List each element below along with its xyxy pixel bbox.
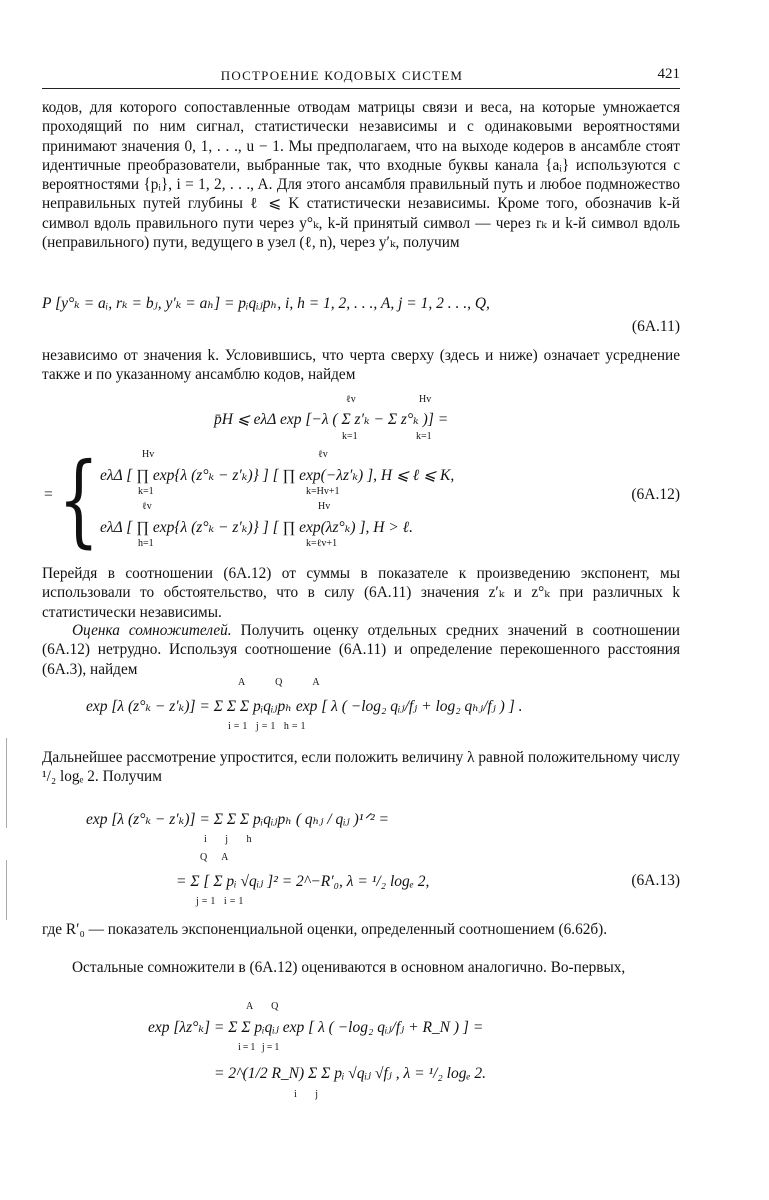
eq-est-sum-lower: i=1 j=1 h=1 — [228, 721, 309, 732]
equation-6a12-case1: eλΔ [ ∏ exp{λ (z°ₖ − z′ₖ)} ] [ ∏ exp(−λz′ₖ) ], H ⩽ ℓ ⩽ K, — [100, 467, 455, 484]
equation-6a13-line2: = Σ [ Σ pᵢ √qᵢⱼ ]² = 2^−R′₀, λ = ¹/₂ logₑ 2, — [176, 873, 430, 890]
equation-6a12-eq-sign: = — [44, 486, 53, 503]
page-number: 421 — [657, 66, 680, 82]
eq12-case2-prod1-upper: ℓv — [142, 501, 152, 512]
eq12-case2-prod2-lower: k=ℓv+1 — [306, 538, 338, 549]
eq14-line2-sum-lower: i j — [294, 1089, 327, 1100]
eq12-top-sum2-lower: k=1 — [416, 431, 432, 442]
paragraph-product-transition: Перейдя в соотношении (6A.12) от суммы в показателе к произведению экспонент, мы использовали то обстоятельство, что в силу (6A.11) значения z′ₖ и z°ₖ при различных k статистически независимы. — [42, 565, 680, 621]
eq13-line1-sum-lower: i j h — [204, 834, 260, 845]
eq14-line1-sum-upper: A Q — [246, 1001, 287, 1012]
page-header — [42, 66, 680, 89]
equation-6a12-top: p̄H ⩽ eλΔ exp [−λ ( Σ z′ₖ − Σ z°ₖ )] = — [214, 411, 449, 428]
running-title: ПОСТРОЕНИЕ КОДОВЫХ СИСТЕМ — [220, 68, 464, 83]
paragraph-intro: кодов, для которого сопоставленные отводам матрицы связи и веса, на которые умножается проходящий по ним сигнал, статистически независимы и с одинаковыми вероятностями принимают значения 0, 1, . . ., u − 1. Мы предполагаем, что на выходе кодеров в ансамбле стоят идентичные преобразователи, выбранные так, что входные буквы канала {aᵢ} используются с вероятностями {pᵢ}, i = 1, 2, . . ., A. Для этого ансамбля правильный путь и любое подмножество неправильных путей глубины ℓ ⩽ K статистически независимы. Кроме того, обозначив k-й символ вдоль правильного пути через y°ₖ, k-й принятый символ — через rₖ и k-й символ вдоль (неправильного) пути, ведущего в узел (ℓ, n), через y′ₖ, получим — [42, 99, 680, 252]
eq12-case1-prod1-lower: k=1 — [138, 486, 154, 497]
equation-label-6a11: (6A.11) — [631, 318, 680, 335]
scan-margin-mark — [6, 860, 7, 920]
eq12-case1-prod2-upper: ℓv — [318, 449, 328, 460]
scan-margin-mark — [6, 738, 7, 828]
equation-6a11: P [y°ₖ = aᵢ, rₖ = bⱼ, y′ₖ = aₕ] = pᵢqᵢⱼpₕ, i, h = 1, 2, . . ., A, j = 1, 2 . . ., Q, — [42, 295, 490, 312]
paragraph-other-factors: Остальные сомножители в (6A.12) оцениваются в основном аналогично. Во-первых, — [72, 959, 626, 976]
section-run-in-heading: Оценка сомножителей. — [72, 622, 232, 639]
equation-estimate: exp [λ (z°ₖ − z′ₖ)] = Σ Σ Σ pᵢqᵢⱼpₕ exp [ λ ( −log₂ qᵢⱼ/fⱼ + log₂ qₕⱼ/fⱼ ) ] . — [86, 698, 523, 715]
eq13-line2-sum-upper: Q A — [200, 852, 235, 863]
equation-6a12-case2: eλΔ [ ∏ exp{λ (z°ₖ − z′ₖ)} ] [ ∏ exp(λz°ₖ) ], H > ℓ. — [100, 519, 413, 536]
equation-label-6a12: (6A.12) — [631, 486, 680, 503]
equation-other-line1: exp [λz°ₖ] = Σ Σ pᵢqᵢⱼ exp [ λ ( −log₂ qᵢⱼ/fⱼ + R_N ) ] = — [148, 1019, 484, 1036]
eq13-line2-sum-lower: j=1 i=1 — [196, 896, 247, 907]
paragraph-factor-estimate — [42, 621, 680, 679]
paragraph-factor-estimate-text: Получить оценку отдельных средних значений в соотношении (6A.12) нетрудно. Используя соотношение (6A.11) и определение перекошенного расстояния (6A.3), найдем — [42, 622, 680, 678]
eq12-case2-prod2-upper: Hv — [318, 501, 331, 512]
paragraph-r0-definition: где R′₀ — показатель экспоненциальной оценки, определенный соотношением (6.62б). — [42, 921, 608, 938]
equation-other-line2: = 2^(1/2 R_N) Σ Σ pᵢ √qᵢⱼ √fⱼ , λ = ¹/₂ logₑ 2. — [214, 1065, 487, 1082]
eq12-top-sum2-upper: Hv — [419, 394, 432, 405]
paragraph-averaging: независимо от значения k. Условившись, что черта сверху (здесь и ниже) означает усреднение также и по указанному ансамблю кодов, найдем — [42, 347, 680, 384]
eq14-line1-sum-lower: i=1 j=1 — [238, 1042, 282, 1053]
case-brace: { — [58, 441, 100, 558]
equation-6a13-line1: exp [λ (z°ₖ − z′ₖ)] = Σ Σ Σ pᵢqᵢⱼpₕ ( qₕⱼ / qᵢⱼ )¹ᐟ² = — [86, 811, 389, 828]
eq12-top-sum1-upper: ℓv — [346, 394, 356, 405]
eq12-case1-prod2-lower: k=Hv+1 — [306, 486, 340, 497]
equation-label-6a13: (6A.13) — [631, 872, 680, 889]
eq12-case1-prod1-upper: Hv — [142, 449, 155, 460]
eq12-case2-prod1-lower: h=1 — [138, 538, 154, 549]
eq12-top-sum1-lower: k=1 — [342, 431, 358, 442]
eq-est-sum-upper: A Q A — [238, 677, 334, 688]
paragraph-lambda-choice: Дальнейшее рассмотрение упростится, если положить величину λ равной положительному числу ¹/₂ logₑ 2. Получим — [42, 749, 680, 786]
